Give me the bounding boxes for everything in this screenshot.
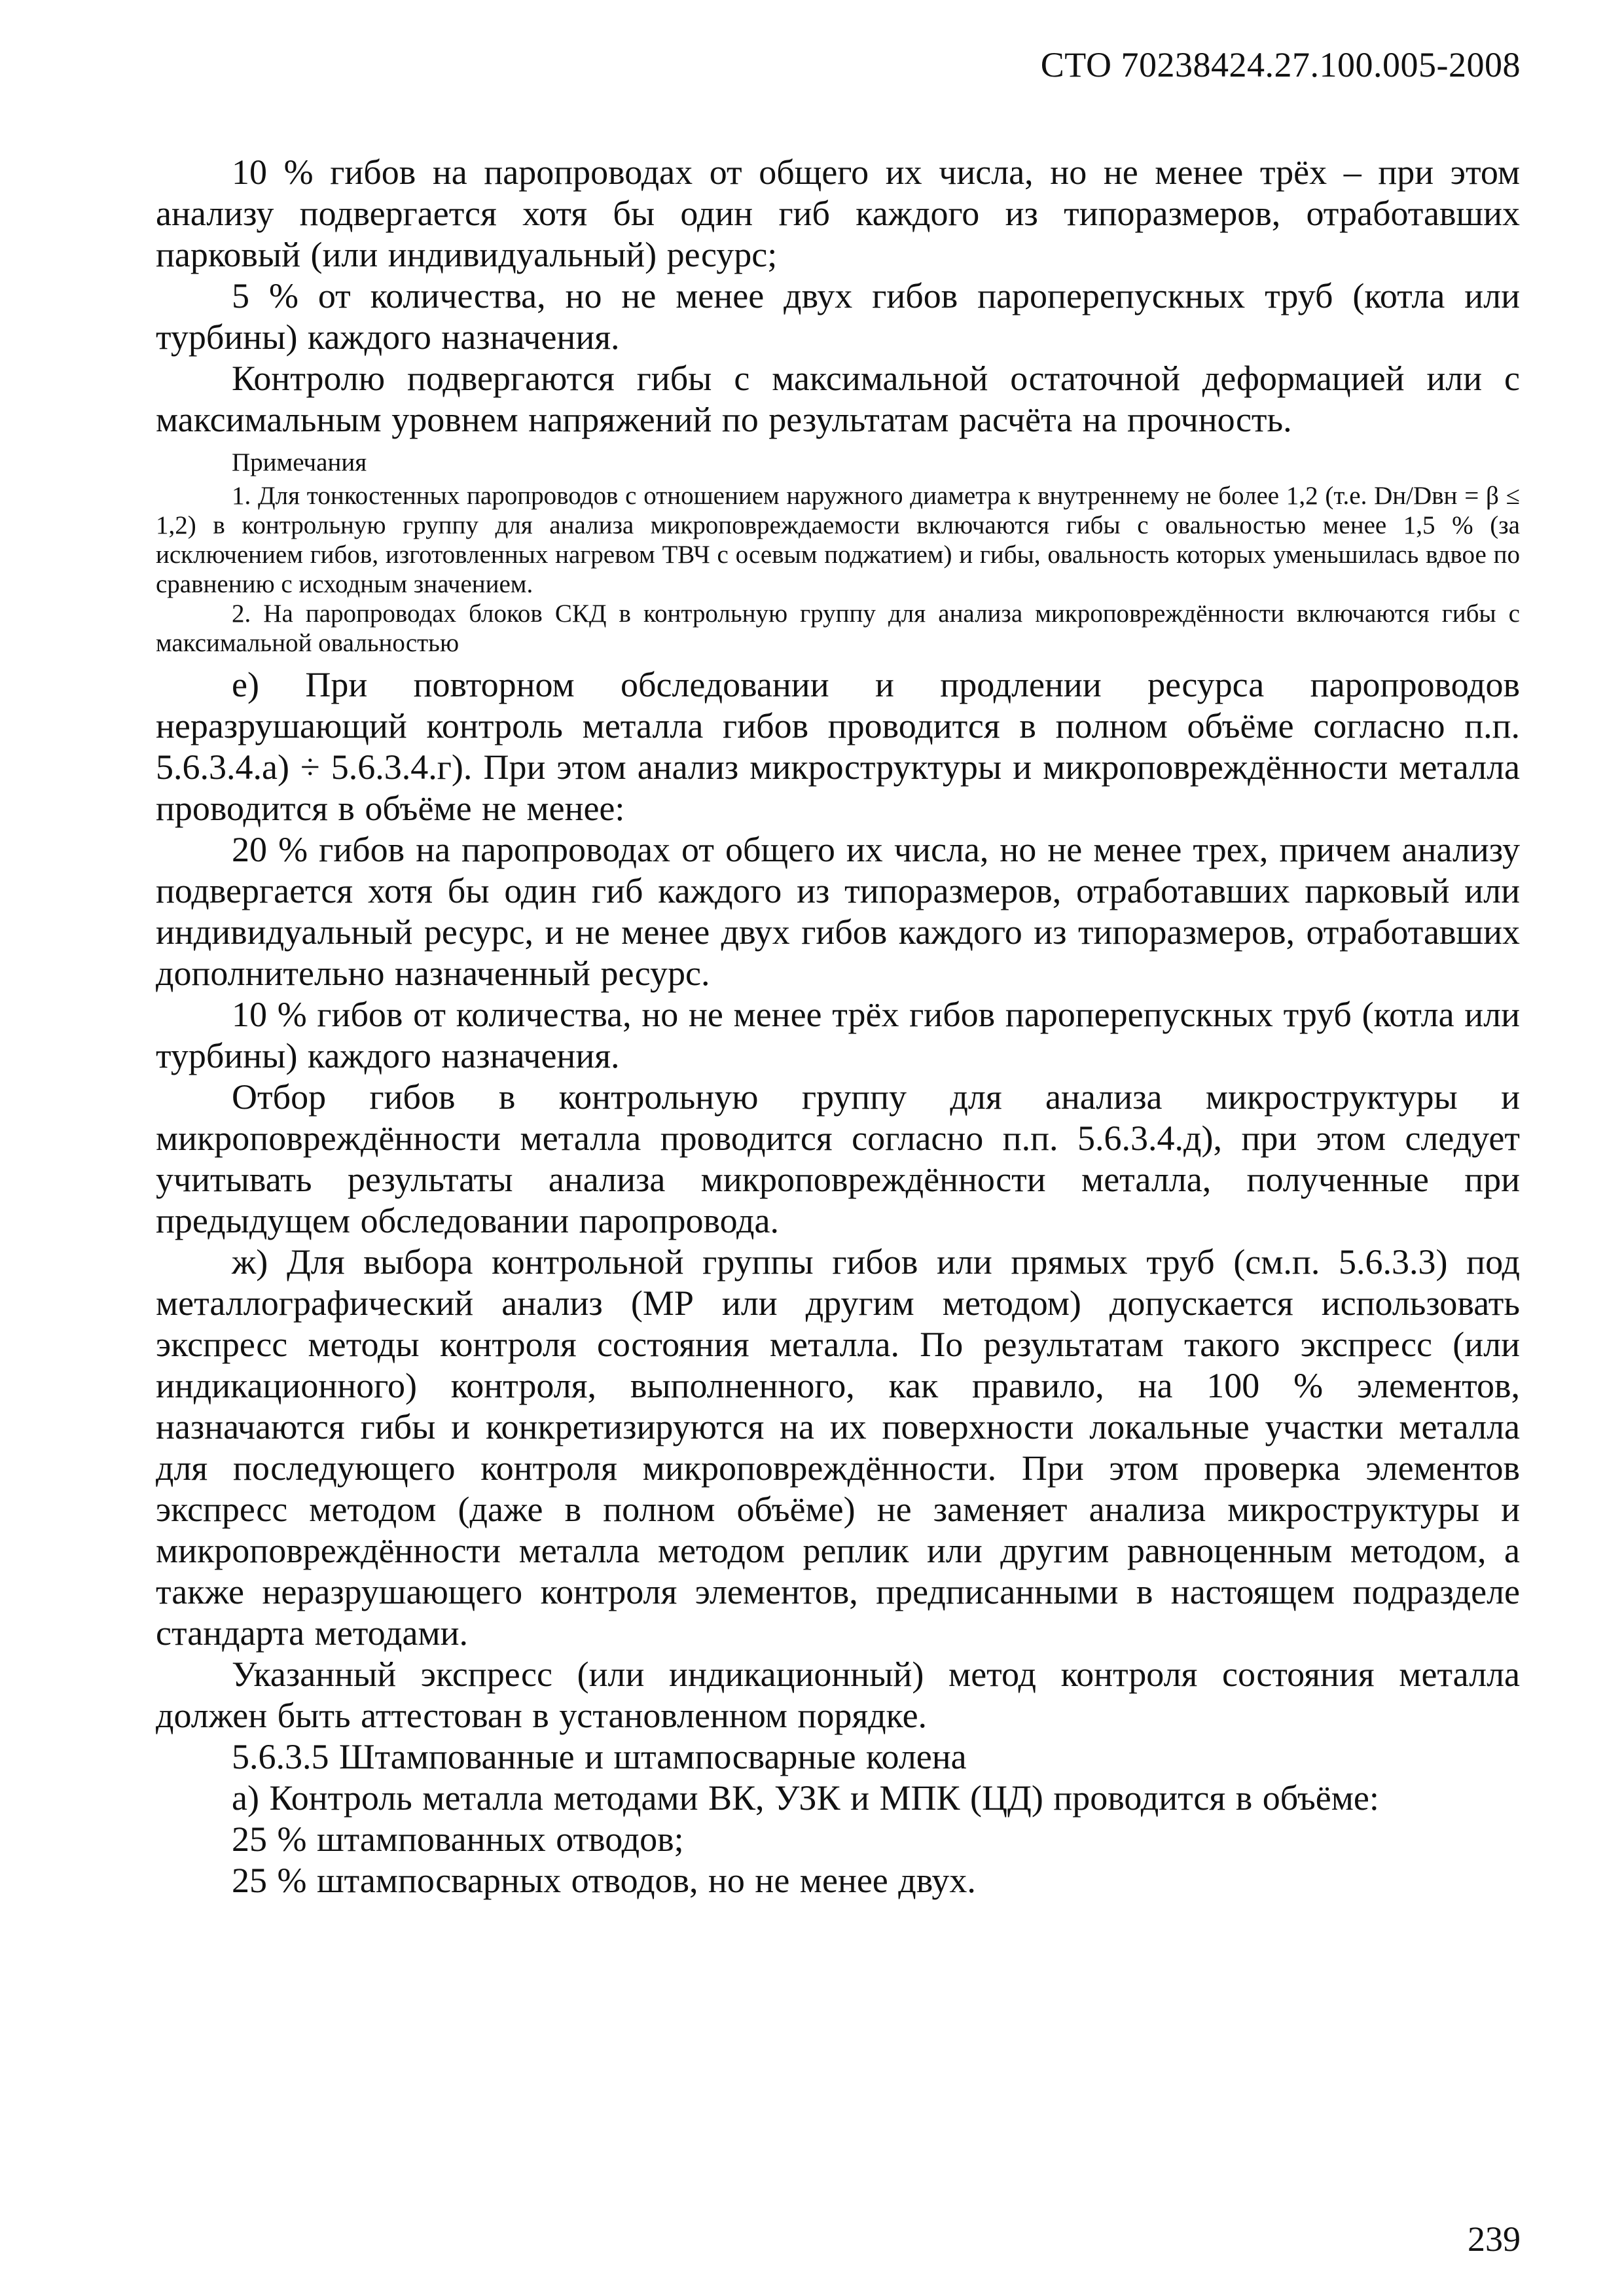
- notes-title: Примечания: [232, 448, 367, 476]
- paragraph: е) При повторном обследовании и продлении ресурса паропроводов неразрушающий контроль металла гибов проводится в полном объёме согласно п.п. 5.6.3.4.а) ÷ 5.6.3.4.г). При этом анализ микроструктуры и микроповреждённости металла проводится в объёме не менее:: [156, 665, 1520, 828]
- paragraph: 20 % гибов на паропроводах от общего их числа, но не менее трех, причем анализу подвергается хотя бы один гиб каждого из типоразмеров, отработавших парковый или индивидуальный ресурс, и не менее двух гибов каждого из типоразмеров, отработавших дополнительно назначенный ресурс.: [156, 830, 1520, 993]
- list-item: 25 % штампосварных отводов, но не менее двух.: [232, 1861, 976, 1900]
- paragraph: Указанный экспресс (или индикационный) метод контроля состояния металла должен быть аттестован в установленном порядке.: [156, 1655, 1520, 1735]
- note-item: 2. На паропроводах блоков СКД в контрольную группу для анализа микроповреждённости включаются гибы с максимальной овальностью: [156, 600, 1520, 657]
- paragraph: а) Контроль металла методами ВК, УЗК и МПК (ЦД) проводится в объёме:: [232, 1778, 1379, 1818]
- document-code: СТО 70238424.27.100.005-2008: [1040, 45, 1521, 84]
- paragraph: ж) Для выбора контрольной группы гибов или прямых труб (см.п. 5.6.3.3) под металлографический анализ (МР или другим методом) допускается использовать экспресс методы контроля состояния металла. По результатам такого экспресс (или индикационного) контроля, выполненного, как правило, на 100 % элементов, назначаются гибы и конкретизируются на их поверхности локальные участки металла для последующего контроля микроповреждённости. При этом проверка элементов экспресс методом (даже в полном объёме) не заменяет анализа микроструктуры и микроповреждённости металла методом реплик или другим равноценным методом, а также неразрушающего контроля элементов, предписанными в настоящем подразделе стандарта методами.: [156, 1242, 1520, 1653]
- section-heading: 5.6.3.5 Штампованные и штампосварные колена: [232, 1737, 967, 1776]
- page-number: 239: [1468, 2219, 1521, 2259]
- page-body: [156, 152, 1520, 1901]
- paragraph: 10 % гибов от количества, но не менее трёх гибов пароперепускных труб (котла или турбины) каждого назначения.: [156, 995, 1520, 1075]
- list-item: 25 % штампованных отводов;: [232, 1820, 684, 1859]
- note-item: 1. Для тонкостенных паропроводов с отношением наружного диаметра к внутреннему не более 1,2 (т.е. Dн/Dвн = β ≤ 1,2) в контрольную группу для анализа микроповреждаемости включаются гибы с овальностью менее 1,5 % (за исключением гибов, изготовленных нагревом ТВЧ с осевым поджатием) и гибы, овальность которых уменьшилась вдвое по сравнению с исходным значением.: [156, 482, 1520, 598]
- paragraph: 5 % от количества, но не менее двух гибов пароперепускных труб (котла или турбины) каждого назначения.: [156, 276, 1520, 357]
- paragraph: 10 % гибов на паропроводах от общего их числа, но не менее трёх – при этом анализу подвергается хотя бы один гиб каждого из типоразмеров, отработавших парковый (или индивидуальный) ресурс;: [156, 152, 1520, 274]
- paragraph: Контролю подвергаются гибы с максимальной остаточной деформацией или с максимальным уровнем напряжений по результатам расчёта на прочность.: [156, 359, 1520, 439]
- paragraph: Отбор гибов в контрольную группу для анализа микроструктуры и микроповреждённости металла проводится согласно п.п. 5.6.3.4.д), при этом следует учитывать результаты анализа микроповреждённости металла, полученные при предыдущем обследовании паропровода.: [156, 1077, 1520, 1240]
